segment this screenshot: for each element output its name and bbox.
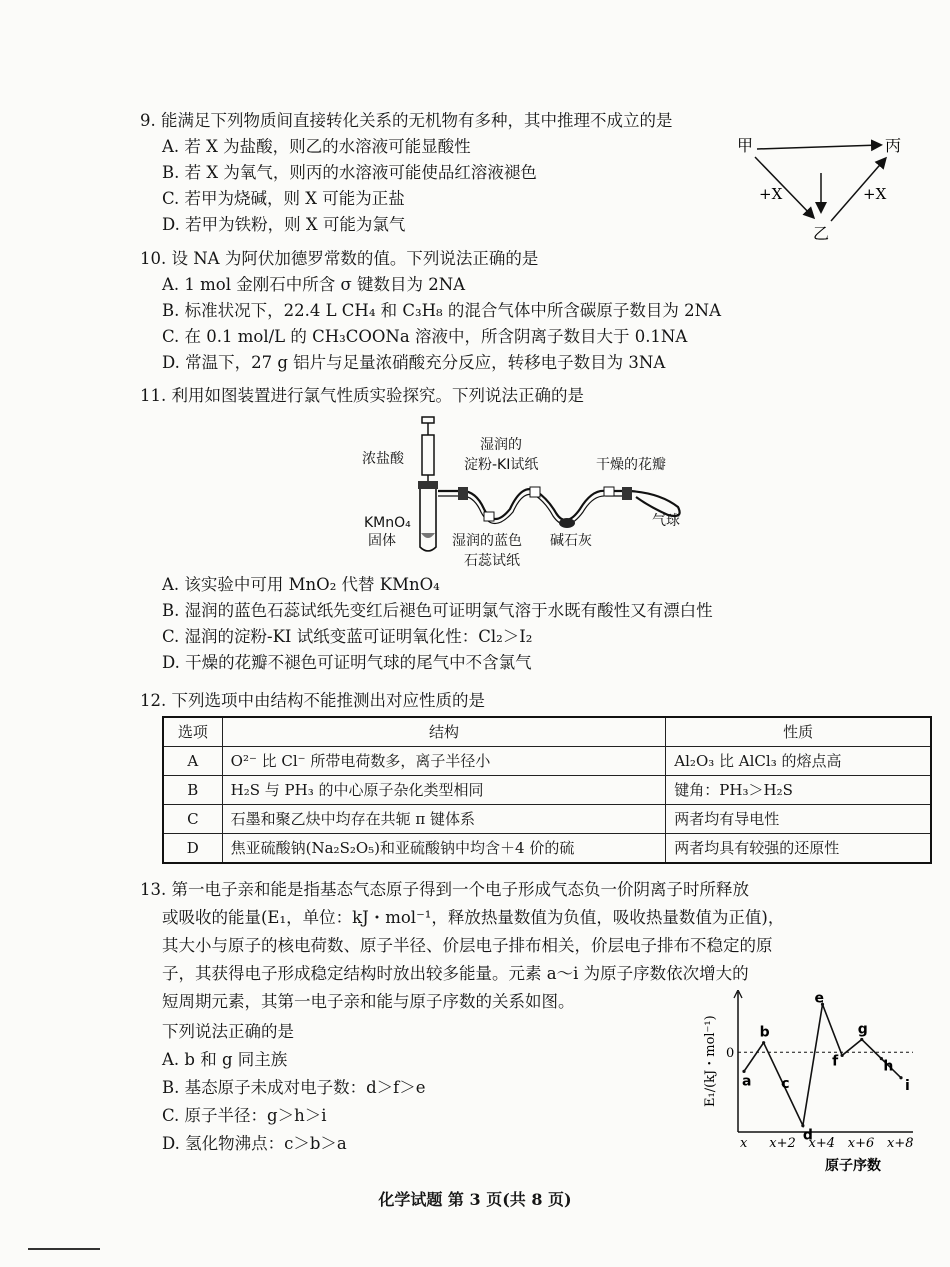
question-12-table	[162, 716, 932, 864]
x-tick-label: x+6	[847, 1136, 875, 1151]
question-13-line-4: 子，其获得电子形成稳定结构时放出较多能量。元素 a～i 为原子序数依次增大的	[162, 964, 749, 983]
question-13-options	[162, 1018, 426, 1158]
data-point	[899, 1076, 902, 1079]
question-9-option-b: B. 若 X 为氧气，则丙的水溶液可能使品红溶液褪色	[162, 163, 537, 182]
table-row	[163, 834, 931, 864]
electron-affinity-chart	[700, 990, 920, 1180]
row-c-structure: 石墨和聚乙炔中均存在共轭 π 键体系	[222, 805, 666, 834]
chlorine-apparatus-diagram	[360, 413, 700, 573]
question-11-option-c: C. 湿润的淀粉-KI 试纸变蓝可证明氧化性：Cl₂＞I₂	[162, 627, 533, 646]
data-point	[762, 1041, 765, 1044]
question-10-option-c: C. 在 0.1 mol/L 的 CH₃COONa 溶液中，所含阴离子数目大于 0.1NA	[162, 327, 688, 346]
label-starch-ki: 淀粉-KI试纸	[464, 457, 539, 473]
question-13-line-5: 短周期元素，其第一电子亲和能与原子序数的关系如图。	[162, 992, 575, 1011]
question-13-sub-stem: 下列说法正确的是	[162, 1022, 294, 1041]
question-10-option-b: B. 标准状况下，22.4 L CH₄ 和 C₃H₈ 的混合气体中所含碳原子数目为 2NA	[162, 301, 722, 320]
soda-lime-plug	[559, 518, 575, 528]
row-c-property: 两者均有导电性	[666, 805, 931, 834]
question-11	[140, 383, 920, 409]
label-kmno4: KMnO₄	[364, 515, 411, 531]
question-12	[140, 688, 920, 714]
row-d-structure: 焦亚硫酸钠(Na₂S₂O₅)和亚硫酸钠中均含＋4 价的硫	[222, 834, 666, 864]
question-11-stem: 11. 利用如图装置进行氯气性质实验探究。下列说法正确的是	[140, 386, 584, 405]
label-jia: 甲	[737, 136, 754, 155]
label-wet-top: 湿润的	[480, 437, 522, 453]
table-row	[163, 805, 931, 834]
label-yi: 乙	[813, 224, 830, 243]
label-solid: 固体	[368, 533, 396, 549]
question-10-option-d: D. 常温下，27 g 铝片与足量浓硝酸充分反应，转移电子数目为 3NA	[162, 353, 666, 372]
row-d-option: D	[163, 834, 222, 864]
question-9-stem: 9. 能满足下列物质间直接转化关系的无机物有多种，其中推理不成立的是	[140, 111, 673, 130]
question-9-option-d: D. 若甲为铁粉，则 X 可能为氯气	[162, 215, 406, 234]
row-c-option: C	[163, 805, 222, 834]
question-13-line-2: 或吸收的能量(E₁，单位：kJ・mol⁻¹，释放热量数值为负值，吸收热量数值为正值)，	[162, 908, 785, 927]
x-tick-label: x+8	[887, 1136, 914, 1151]
question-10-stem: 10. 设 NA 为阿伏加德罗常数的值。下列说法正确的是	[140, 249, 539, 268]
question-12-stem: 12. 下列选项中由结构不能推测出对应性质的是	[140, 691, 485, 710]
starch-ki-paper	[530, 487, 540, 497]
x-tick-label: x+4	[808, 1136, 835, 1151]
question-9-option-a: A. 若 X 为盐酸，则乙的水溶液可能显酸性	[162, 137, 471, 156]
question-9-option-c: C. 若甲为烧碱，则 X 可能为正盐	[162, 189, 405, 208]
question-13-option-b: B. 基态原子未成对电子数：d＞f＞e	[162, 1078, 426, 1097]
point-label-e: e	[814, 990, 824, 1007]
question-13-line-1: 13. 第一电子亲和能是指基态气态原子得到一个电子形成气态负一价阴离子时所释放	[140, 880, 749, 899]
row-b-option: B	[163, 776, 222, 805]
table-header-row	[163, 717, 931, 747]
point-label-i: i	[905, 1077, 910, 1094]
question-11-option-a: A. 该实验中可用 MnO₂ 代替 KMnO₄	[162, 575, 440, 594]
question-10	[140, 246, 920, 376]
header-structure: 结构	[222, 717, 666, 747]
x-tick-label: x+2	[769, 1136, 796, 1151]
label-dry-petal: 干燥的花瓣	[596, 457, 666, 473]
label-soda-lime: 碱石灰	[550, 533, 592, 549]
point-label-d: d	[802, 1127, 813, 1144]
label-litmus-paper: 石蕊试纸	[464, 553, 520, 569]
connector-2	[622, 487, 632, 500]
bottom-rule	[28, 1248, 100, 1250]
point-label-b: b	[759, 1024, 770, 1041]
blue-litmus-paper	[484, 512, 494, 521]
conversion-diagram	[735, 133, 915, 243]
point-label-a: a	[742, 1073, 752, 1090]
row-a-property: Al₂O₃ 比 AlCl₃ 的熔点高	[666, 747, 931, 776]
label-plus-x-right: +X	[863, 185, 887, 203]
question-11-options	[162, 572, 922, 676]
question-11-option-b: B. 湿润的蓝色石蕊试纸先变红后褪色可证明氯气溶于水既有酸性又有漂白性	[162, 601, 713, 620]
question-13-line-3: 其大小与原子的核电荷数、原子半径、价层电子排布相关，价层电子排布不稳定的原	[162, 936, 773, 955]
tube-stopper	[418, 481, 438, 489]
question-10-option-a: A. 1 mol 金刚石中所含 σ 键数目为 2NA	[162, 275, 466, 294]
dry-petal	[604, 487, 614, 496]
table-row	[163, 776, 931, 805]
row-d-property: 两者均具有较强的还原性	[666, 834, 931, 864]
syringe-barrel	[422, 435, 434, 475]
test-tube	[420, 485, 436, 551]
y-axis-label: E₁/(kJ・mol⁻¹)	[703, 1015, 718, 1107]
point-label-g: g	[857, 1021, 868, 1038]
wavy-glass-tube	[438, 489, 680, 520]
question-13-option-d: D. 氢化物沸点：c＞b＞a	[162, 1134, 347, 1153]
question-13-option-a: A. b 和 g 同主族	[162, 1050, 288, 1069]
row-a-structure: O²⁻ 比 Cl⁻ 所带电荷数多，离子半径小	[222, 747, 666, 776]
arrow-jia-bing	[757, 145, 880, 149]
label-balloon: 气球	[652, 513, 680, 529]
row-b-structure: H₂S 与 PH₃ 的中心原子杂化类型相同	[222, 776, 666, 805]
connector-1	[458, 487, 468, 500]
x-tick-label: x	[740, 1136, 748, 1151]
label-bing: 丙	[885, 136, 902, 155]
row-a-option: A	[163, 747, 222, 776]
header-option: 选项	[163, 717, 222, 747]
point-label-h: h	[883, 1058, 894, 1075]
x-axis-label: 原子序数	[825, 1158, 881, 1174]
data-point	[841, 1054, 844, 1057]
y-tick-label: 0	[726, 1046, 735, 1062]
point-label-c: c	[781, 1076, 790, 1093]
data-point	[860, 1038, 863, 1041]
label-plus-x-left: +X	[759, 185, 783, 203]
syringe-plunger	[422, 417, 434, 423]
table-row	[163, 747, 931, 776]
label-conc-hcl: 浓盐酸	[362, 451, 404, 467]
page-footer: 化学试题 第 3 页(共 8 页)	[378, 1190, 572, 1209]
series-line	[744, 1004, 901, 1125]
question-13-option-c: C. 原子半径：g＞h＞i	[162, 1106, 327, 1125]
row-b-property: 键角：PH₃＞H₂S	[666, 776, 931, 805]
label-wet-blue-litmus: 湿润的蓝色	[452, 533, 522, 549]
point-label-f: f	[832, 1053, 839, 1070]
header-property: 性质	[666, 717, 931, 747]
question-11-option-d: D. 干燥的花瓣不褪色可证明气球的尾气中不含氯气	[162, 653, 532, 672]
